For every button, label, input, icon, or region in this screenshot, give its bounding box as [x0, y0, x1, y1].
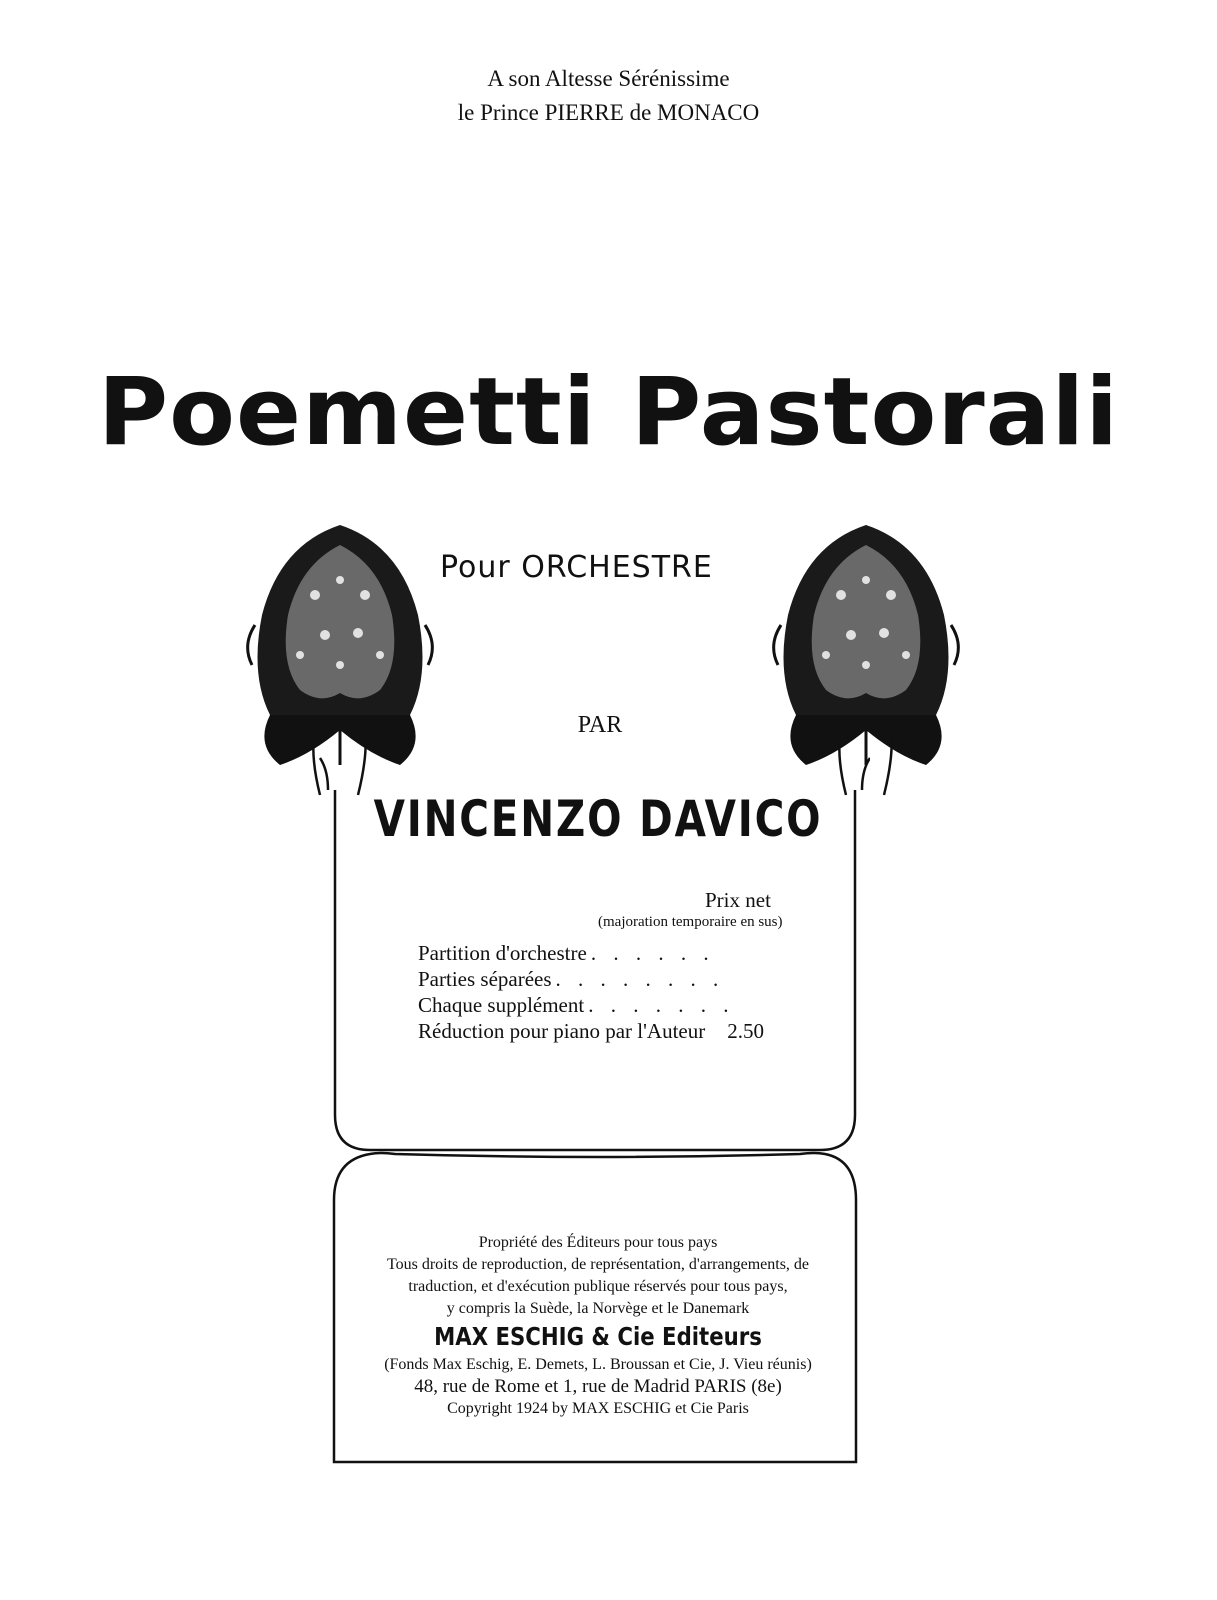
publisher-block — [338, 1232, 858, 1420]
price-item-dots: . . . . . . . — [588, 993, 735, 1017]
price-item — [418, 966, 838, 992]
subtitle: Pour ORCHESTRE — [440, 550, 713, 585]
price-item-label: Chaque supplément — [418, 993, 585, 1017]
dedication-line-1: A son Altesse Sérénissime — [487, 66, 730, 91]
reserved-line-2: traduction, et d'exécution publique réservés pour tous pays, — [408, 1278, 788, 1295]
copyright-line: Copyright 1924 by MAX ESCHIG et Cie Paris — [447, 1400, 749, 1417]
reserved-line-1: Tous droits de reproduction, de représentation, d'arrangements, de — [386, 1256, 810, 1273]
dedication-line-2: le Prince PIERRE de MONACO — [457, 100, 760, 125]
price-item — [418, 1018, 838, 1044]
publisher-fonds: (Fonds Max Eschig, E. Demets, L. Broussan et Cie, J. Vieu réunis) — [384, 1356, 812, 1373]
price-item-dots: . . . . . . — [590, 941, 715, 965]
price-item-label: Parties séparées — [418, 967, 552, 991]
dedication — [0, 62, 1217, 130]
composer-name: VINCENZO DAVICO — [373, 790, 823, 848]
price-header: Prix net — [705, 888, 771, 912]
tree-ornament-left — [240, 515, 440, 815]
price-note: (majoration temporaire en sus) — [598, 914, 783, 930]
page-title: Poemetti Pastorali — [97, 358, 1120, 467]
reserved-line-3: y compris la Suède, la Norvège et le Danemark — [446, 1300, 750, 1317]
rights-line: Propriété des Éditeurs pour tous pays — [478, 1234, 718, 1251]
price-item-value: 2.50 — [727, 1019, 764, 1043]
price-item — [418, 992, 838, 1018]
by-label: PAR — [577, 712, 623, 738]
price-item-dots: . . . . . . . . — [555, 967, 725, 991]
price-item-label: Réduction pour piano par l'Auteur — [418, 1019, 706, 1043]
price-list — [418, 940, 838, 1044]
publisher-address: 48, rue de Rome et 1, rue de Madrid PARIS (8e) — [414, 1376, 782, 1397]
publisher-name: MAX ESCHIG & Cie Editeurs — [434, 1322, 762, 1351]
price-item-label: Partition d'orchestre — [418, 941, 587, 965]
price-item — [418, 940, 838, 966]
